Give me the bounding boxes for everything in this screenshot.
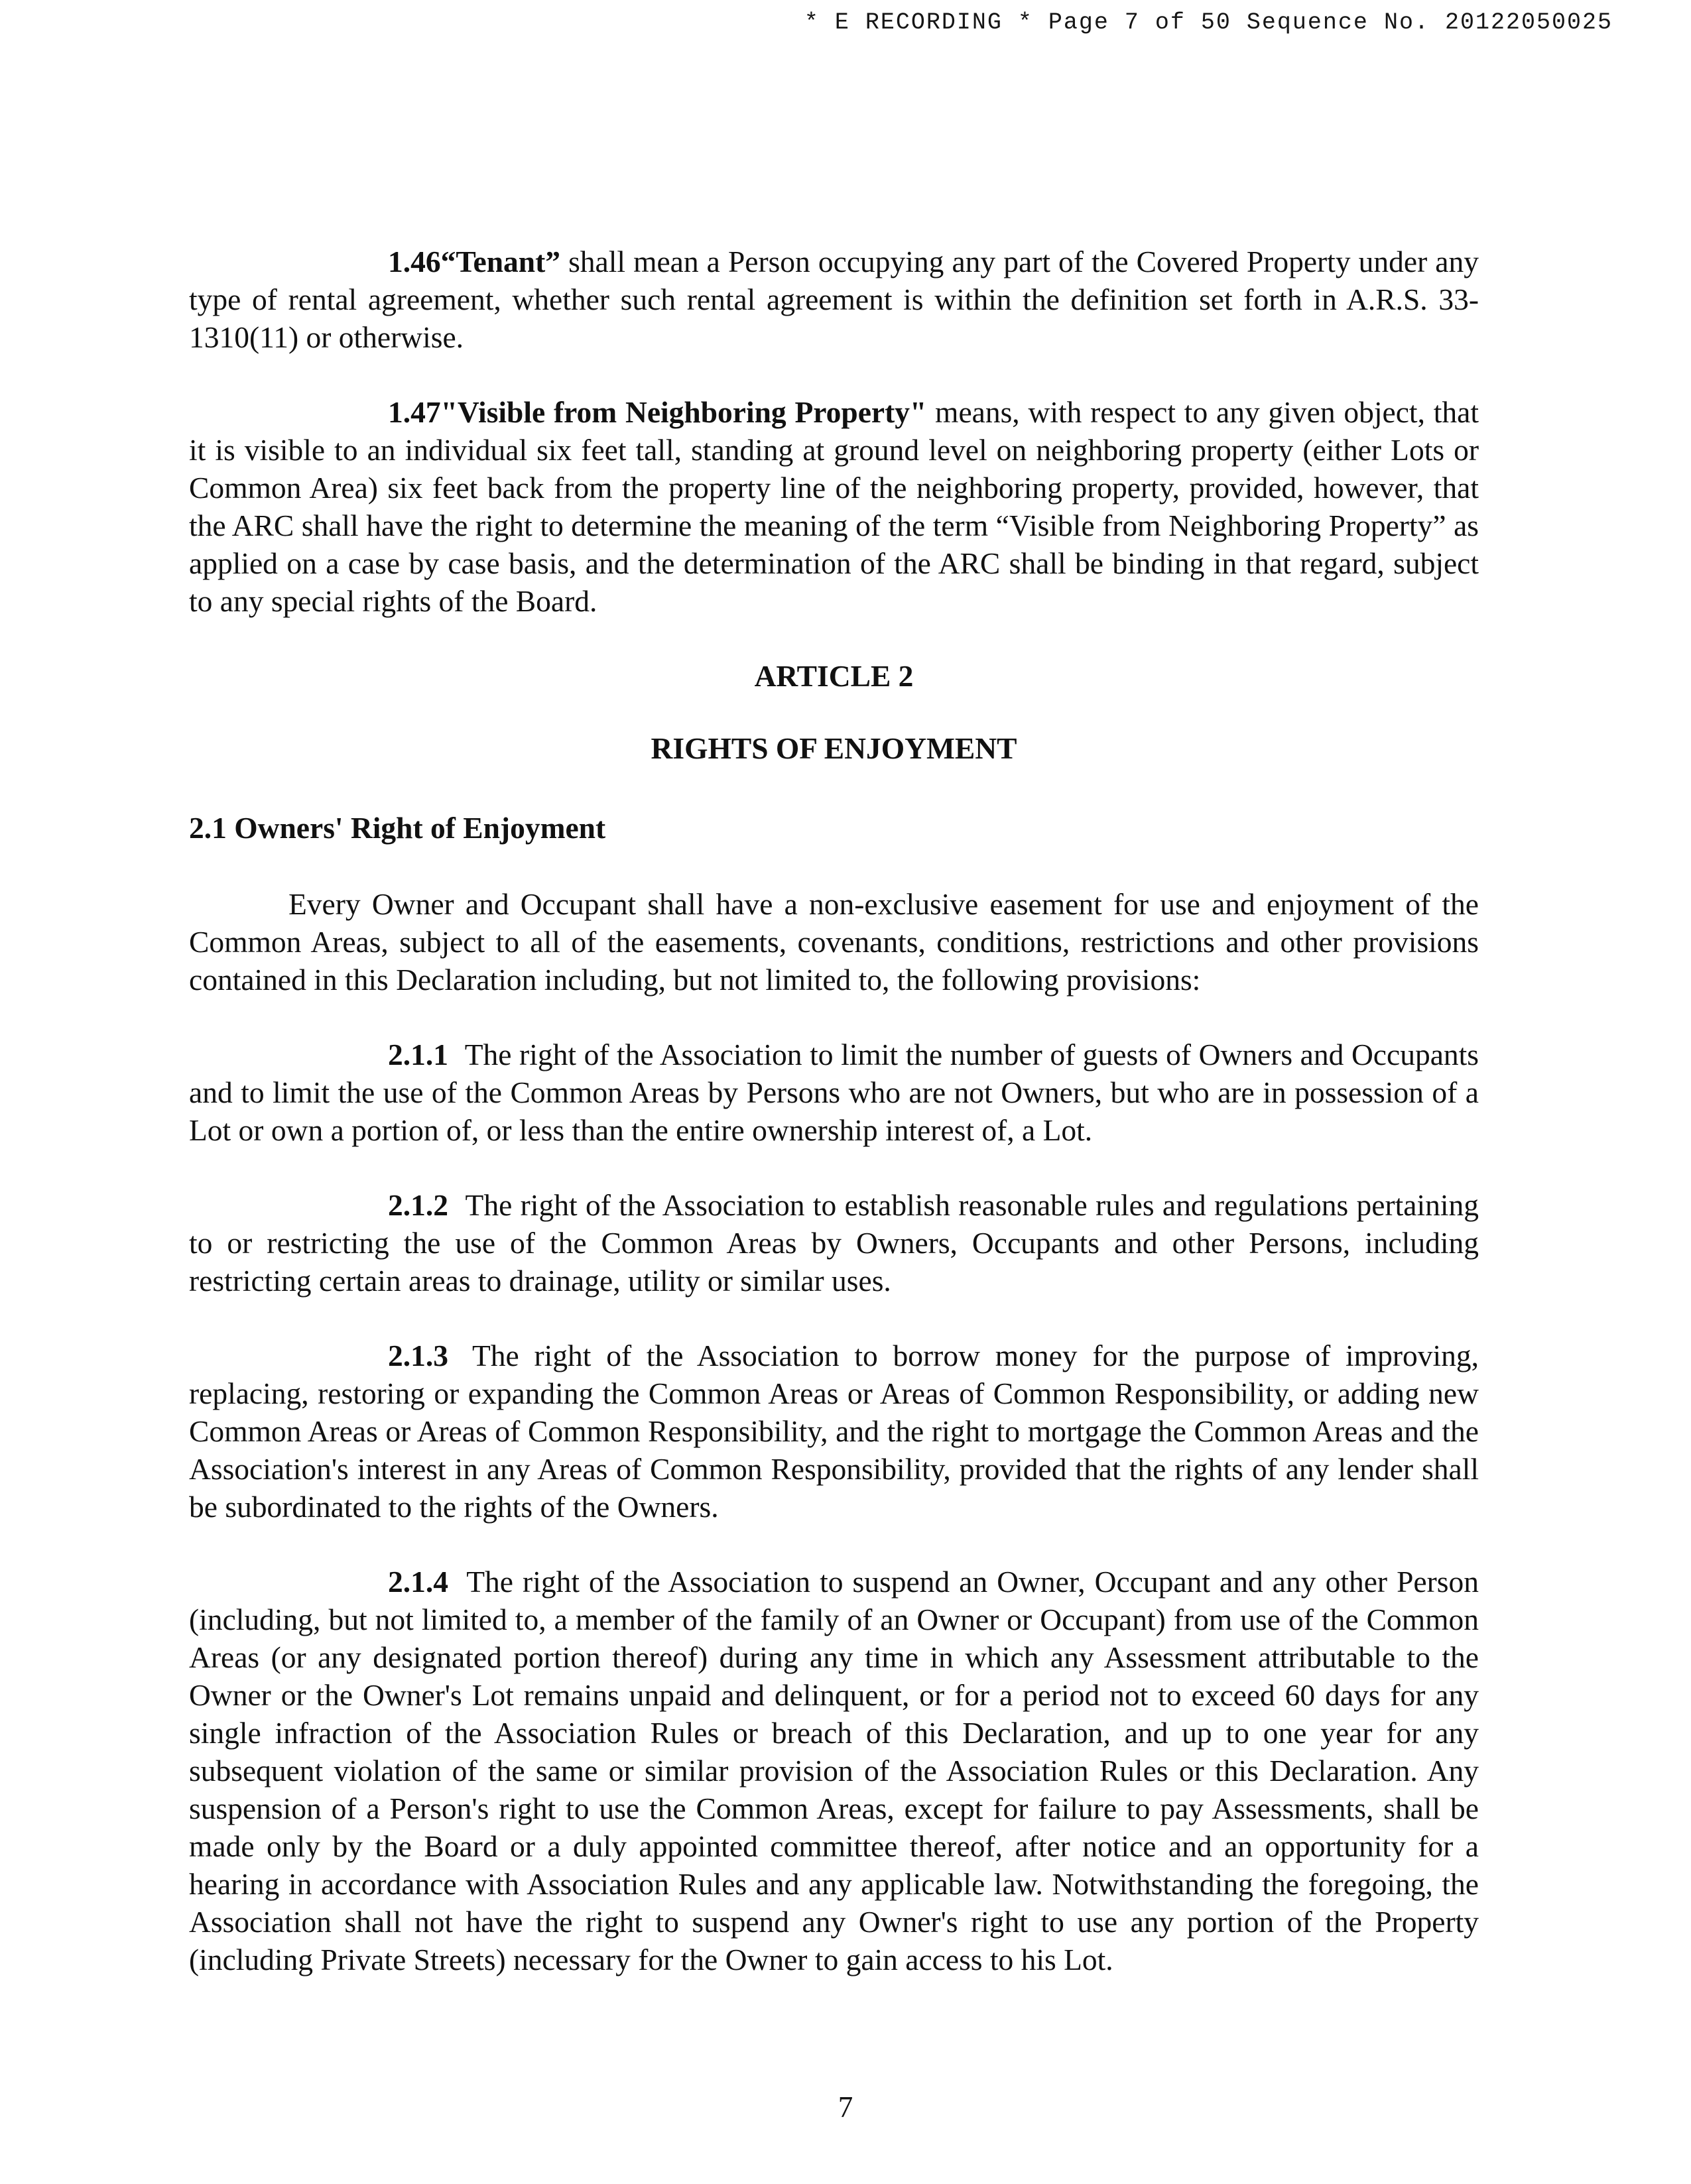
section-2-1-3 bbox=[189, 1337, 1479, 1526]
section-2-1-text: Every Owner and Occupant shall have a non-exclusive easement for use and enjoyment of the Common Areas, subject to all of the easements, covenants, conditions, restrictions and other provisions contained in this Declaration including, but not limited to, the following provisions: bbox=[189, 887, 1479, 997]
article-title: RIGHTS OF ENJOYMENT bbox=[651, 731, 1017, 765]
page-number: 7 bbox=[838, 2091, 853, 2124]
section-2-1-1 bbox=[189, 1036, 1479, 1149]
defined-term: “Tenant” bbox=[440, 245, 561, 278]
section-text: The right of the Association to limit the number of guests of Owners and Occupants and to limit the use of the Common Areas by Persons who are not Owners, but who are in possession of a Lot or own a portion of, or less than the entire ownership interest of, a Lot. bbox=[189, 1038, 1479, 1147]
section-number: 2.1.1 bbox=[388, 1038, 448, 1071]
section-text: The right of the Association to establish reasonable rules and regulations pertaining to or restricting the use of the Common Areas by Owners, Occupants and other Persons, including restricting certain areas to drainage, utility or similar uses. bbox=[189, 1188, 1479, 1298]
section-number: 1.46 bbox=[388, 245, 441, 278]
section-number: 2.1.3 bbox=[388, 1339, 448, 1372]
recording-stamp: * E RECORDING * Page 7 of 50 Sequence No. 20122050025 bbox=[804, 9, 1613, 36]
section-text: means, with respect to any given object, that it is visible to an individual six feet tall, standing at ground level on neighboring property (either Lots or Common Area) six feet back from the property line of the neighboring property, provided, however, that the ARC shall have the right to determine the meaning of the term “Visible from Neighboring Property” as applied on a case by case basis, and the determination of the ARC shall be binding in that regard, subject to any special rights of the Board. bbox=[189, 395, 1479, 618]
section-2-1-4 bbox=[189, 1563, 1479, 1978]
section-2-1-heading: 2.1 Owners' Right of Enjoyment bbox=[189, 811, 606, 845]
section-text: The right of the Association to suspend an Owner, Occupant and any other Person (including, but not limited to, a member of the family of an Owner or Occupant) from use of the Common Areas (or any designated portion thereof) during any time in which any Assessment attributable to the Owner or the Owner's Lot remains unpaid and delinquent, or for a period not to exceed 60 days for any single infraction of the Association Rules or breach of this Declaration, and up to one year for any subsequent violation of the same or similar provision of the Association Rules or this Declaration. Any suspension of a Person's right to use the Common Areas, except for failure to pay Assessments, shall be made only by the Board or a duly appointed committee thereof, after notice and an opportunity for a hearing in accordance with Association Rules and any applicable law. Notwithstanding the foregoing, the Association shall not have the right to suspend any Owner's right to use any portion of the Property (including Private Streets) necessary for the Owner to gain access to his Lot. bbox=[189, 1565, 1479, 1976]
article-label: ARTICLE 2 bbox=[754, 659, 914, 693]
section-text: The right of the Association to borrow money for the purpose of improving, replacing, restoring or expanding the Common Areas or Areas of Common Responsibility, or adding new Common Areas or Areas of Common Responsibility, and the right to mortgage the Common Areas and the Association's interest in any Areas of Common Responsibility, provided that the rights of any lender shall be subordinated to the rights of the Owners. bbox=[189, 1339, 1479, 1524]
section-number: 2.1.2 bbox=[388, 1188, 448, 1222]
defined-term: "Visible from Neighboring Property" bbox=[440, 395, 927, 429]
document-body bbox=[189, 243, 1479, 2016]
section-1-46 bbox=[189, 243, 1479, 356]
section-1-47 bbox=[189, 393, 1479, 620]
section-number: 1.47 bbox=[388, 395, 441, 429]
section-number: 2.1.4 bbox=[388, 1565, 448, 1599]
section-text: shall mean a Person occupying any part of the Covered Property under any type of rental agreement, whether such rental agreement is within the definition set forth in A.R.S. 33-1310(11) or otherwise. bbox=[189, 245, 1479, 354]
section-2-1-2 bbox=[189, 1186, 1479, 1300]
